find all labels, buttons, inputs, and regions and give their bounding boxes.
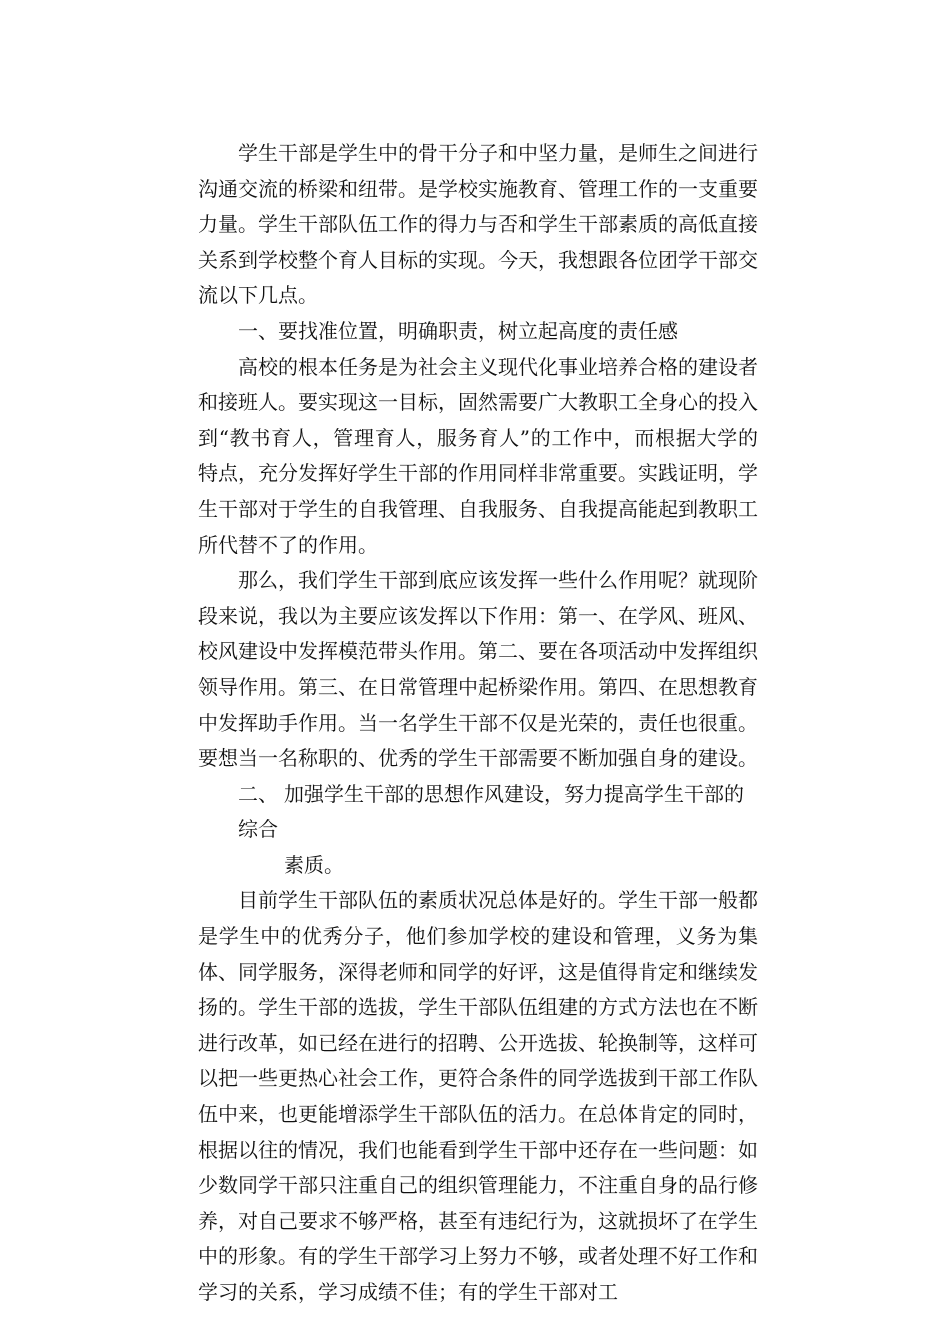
section-heading-1: 一、要找准位置，明确职责，树立起高度的责任感 <box>238 318 678 343</box>
paragraph-current-status: 目前学生干部队伍的素质状况总体是好的。学生干部一般都是学生中的优秀分子，他们参加学校的建设和管理，义务为集体、同学服务，深得老师和同学的好评，这是值得肯定和继续发扬的。学生干部的选拔，学生干部队伍组建的方式方法也在不断进行改革，如已经在进行的招聘、公开选拔、轮换制等，这样可以把一些更热心社会工作，更符合条件的同学选拔到干部工作队伍中来，也更能增添学生干部队伍的活力。在总体肯定的同时，根据以往的情况，我们也能看到学生干部中还存在一些问题：如少数同学干部只注重自己的组织管理能力，不注重自身的品行修养，对自己要求不够严格，甚至有违纪行为，这就损坏了在学生中的形象。有的学生干部学习上努力不够，或者处理不好工作和学习的关系，学习成绩不佳；有的学生干部对工 <box>198 888 758 1304</box>
section-heading-2-text: 加强学生干部的思想作风建设，努力提高学生干部的综合 <box>238 781 744 842</box>
section-heading-2-continuation: 素质。 <box>284 852 344 877</box>
paragraph-intro: 学生干部是学生中的骨干分子和中坚力量，是师生之间进行沟通交流的桥梁和纽带。是学校实施教育、管理工作的一支重要力量。学生干部队伍工作的得力与否和学生干部素质的高低直接关系到学校整个育人目标的实现。今天，我想跟各位团学干部交流以下几点。 <box>198 141 758 308</box>
document-page <box>198 136 758 1311</box>
section-heading-2-number: 二、 <box>238 781 278 806</box>
paragraph-roles: 那么，我们学生干部到底应该发挥一些什么作用呢？就现阶段来说，我以为主要应该发挥以下作用：第一、在学风、班风、校风建设中发挥模范带头作用。第二、要在各项活动中发挥组织领导作用。第三、在日常管理中起桥梁作用。第四、在思想教育中发挥助手作用。当一名学生干部不仅是光荣的，责任也很重。要想当一名称职的、优秀的学生干部需要不断加强自身的建设。 <box>198 568 758 771</box>
section-heading-2 <box>198 777 758 884</box>
paragraph-university-task: 高校的根本任务是为社会主义现代化事业培养合格的建设者和接班人。要实现这一目标，固然需要广大教职工全身心的投入到“教书育人，管理育人，服务育人”的工作中，而根据大学的特点，充分发挥好学生干部的作用同样非常重要。实践证明，学生干部对于学生的自我管理、自我服务、自我提高能起到教职工所代替不了的作用。 <box>198 354 758 557</box>
